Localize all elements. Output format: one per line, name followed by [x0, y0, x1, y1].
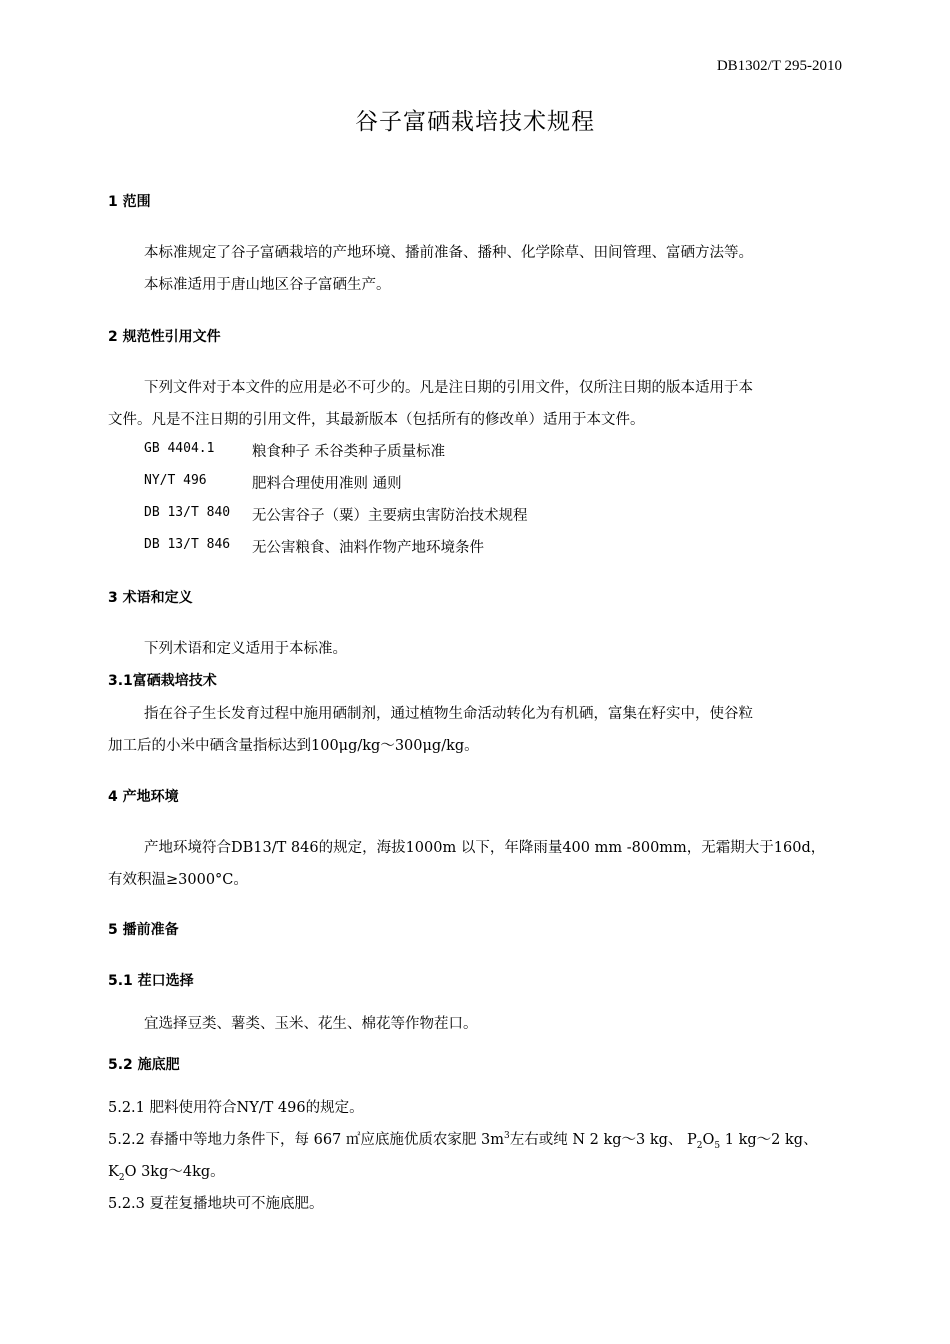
reference-code: DB 13/T 846 [144, 537, 231, 552]
section-heading-references: 2 规范性引用文件 [108, 329, 221, 345]
reference-title: 肥料合理使用准则 通则 [252, 476, 402, 492]
subsection-heading-previous-crop: 5.1 茬口选择 [108, 973, 194, 989]
fertilizer-clause-1: 5.2.1 肥料使用符合NY/T 496的规定。 [108, 1100, 364, 1116]
section-heading-terms: 3 术语和定义 [108, 590, 193, 606]
environment-line-1: 产地环境符合DB13/T 846的规定，海拔1000m 以下，年降雨量400 mm -800mm，无霜期大于160d， [144, 840, 826, 856]
references-intro-line-2: 文件。凡是不注日期的引用文件，其最新版本（包括所有的修改单）适用于本文件。 [108, 412, 645, 428]
fertilizer-clause-2-line-2: $K_2O$ 3kg～4kg。 [108, 1164, 225, 1183]
reference-title: 无公害粮食、油料作物产地环境条件 [252, 540, 484, 556]
reference-title: 粮食种子 禾谷类种子质量标准 [252, 444, 446, 460]
environment-line-2: 有效积温≥3000°C。 [108, 872, 248, 888]
document-code: DB1302/T 295-2010 [716, 58, 842, 74]
reference-code: DB 13/T 840 [144, 505, 231, 520]
references-intro-line-1: 下列文件对于本文件的应用是必不可少的。凡是注日期的引用文件，仅所注日期的版本适用于本 [144, 380, 753, 396]
reference-code: GB 4404.1 [144, 441, 215, 456]
scope-paragraph-1: 本标准规定了谷子富硒栽培的产地环境、播前准备、播种、化学除草、田间管理、富硒方法等。 [144, 245, 753, 261]
fertilizer-clause-3: 5.2.3 夏茬复播地块可不施底肥。 [108, 1196, 324, 1212]
scope-paragraph-2: 本标准适用于唐山地区谷子富硒生产。 [144, 277, 391, 293]
subsection-heading-selenium-cultivation: 3.1富硒栽培技术 [108, 673, 217, 689]
terms-intro: 下列术语和定义适用于本标准。 [144, 641, 347, 657]
definition-line-2: 加工后的小米中硒含量指标达到100μg/kg～300μg/kg。 [108, 738, 479, 754]
previous-crop-text: 宜选择豆类、薯类、玉米、花生、棉花等作物茬口。 [144, 1016, 478, 1032]
subsection-heading-base-fertilizer: 5.2 施底肥 [108, 1057, 180, 1073]
section-heading-scope: 1 范围 [108, 194, 151, 210]
fertilizer-clause-2-line-1: 5.2.2 春播中等地力条件下，每 667 ㎡应底施优质农家肥 $3m^3$左右或纯 N 2 kg～3 kg、 $P_2O_5$ 1 kg～2 kg、 [108, 1131, 818, 1151]
section-heading-preparation: 5 播前准备 [108, 922, 179, 938]
document-title: 谷子富硒栽培技术规程 [355, 109, 595, 135]
reference-title: 无公害谷子（粟）主要病虫害防治技术规程 [252, 508, 528, 524]
section-heading-environment: 4 产地环境 [108, 789, 179, 805]
definition-line-1: 指在谷子生长发育过程中施用硒制剂，通过植物生命活动转化为有机硒，富集在籽实中，使谷粒 [144, 706, 753, 722]
reference-code: NY/T 496 [144, 473, 207, 488]
